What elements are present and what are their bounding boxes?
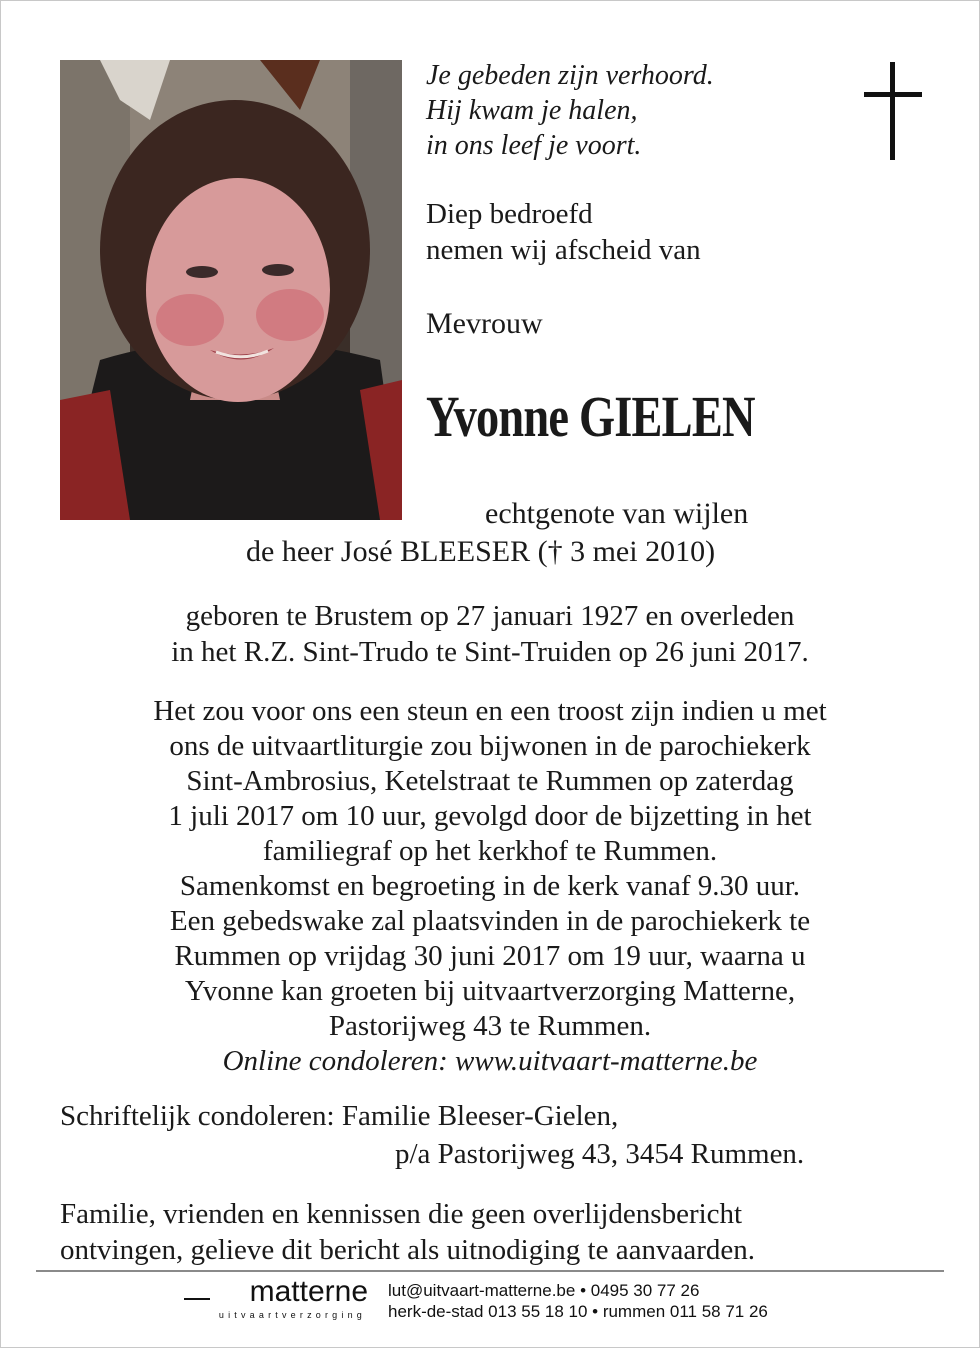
contact-line: herk-de-stad 013 55 18 10 • rummen 011 58 71 26 <box>388 1302 768 1321</box>
cross-icon <box>864 62 922 160</box>
online-condolence-link[interactable]: Online condoleren: www.uitvaart-matterne.be <box>222 1045 758 1077</box>
poem-line: Je gebeden zijn verhoord. <box>426 60 714 91</box>
written-condolence: Schriftelijk condoleren: Familie Bleeser-Gielen, <box>60 1100 619 1132</box>
body-line: Het zou voor ons een steun en een troost zijn indien u met <box>153 695 827 727</box>
family-line: ontvingen, gelieve dit bericht als uitnodiging te aanvaarden. <box>60 1234 755 1266</box>
born-line: geboren te Brustem op 27 januari 1927 en overleden <box>185 600 795 632</box>
birth-death-info <box>40 598 940 670</box>
body-line: familiegraf op het kerkhof te Rummen. <box>262 835 718 867</box>
matterne-logo <box>184 1276 368 1326</box>
body-line: Samenkomst en begroeting in de kerk vanaf 9.30 uur. <box>179 870 801 902</box>
body-line: Yvonne kan groeten bij uitvaartverzorging Matterne, <box>184 975 796 1007</box>
poem <box>426 58 714 163</box>
funeral-details <box>30 694 950 1079</box>
footer-contact <box>388 1280 768 1322</box>
family-line: Familie, vrienden en kennissen die geen overlijdensbericht <box>60 1198 743 1230</box>
intro-line: Diep bedroefd <box>426 198 593 230</box>
spouse-line: echtgenote van wijlen <box>485 497 749 530</box>
intro-line: nemen wij afscheid van <box>426 234 701 266</box>
poem-line: in ons leef je voort. <box>426 130 642 161</box>
body-line: Een gebedswake zal plaatsvinden in de parochiekerk te <box>169 905 811 937</box>
body-line: ons de uitvaartliturgie zou bijwonen in de parochiekerk <box>169 730 811 762</box>
deceased-name: Yvonne GIELEN <box>426 384 755 449</box>
born-line: in het R.Z. Sint-Trudo te Sint-Truiden op 26 juni 2017. <box>171 636 809 668</box>
family-notice <box>60 1196 755 1268</box>
written-condolence-address: p/a Pastorijweg 43, 3454 Rummen. <box>395 1138 805 1170</box>
portrait-photo <box>60 60 402 520</box>
body-line: Rummen op vrijdag 30 juni 2017 om 19 uur, waarna u <box>174 940 806 972</box>
body-line: Pastorijweg 43 te Rummen. <box>328 1010 652 1042</box>
footer-divider <box>36 1270 944 1272</box>
logo-bar <box>184 1298 210 1300</box>
body-line: Sint-Ambrosius, Ketelstraat te Rummen op zaterdag <box>186 765 794 797</box>
spouse-line: de heer José BLEESER († 3 mei 2010) <box>246 535 716 568</box>
contact-line[interactable]: lut@uitvaart-matterne.be • 0495 30 77 26 <box>388 1281 700 1300</box>
poem-line: Hij kwam je halen, <box>426 95 638 126</box>
body-line: 1 juli 2017 om 10 uur, gevolgd door de bijzetting in het <box>168 800 812 832</box>
logo-subtitle: uitvaartverzorging <box>218 1310 366 1320</box>
salutation: Mevrouw <box>426 307 543 340</box>
logo-word: matterne <box>249 1275 368 1308</box>
intro-text <box>426 196 701 268</box>
